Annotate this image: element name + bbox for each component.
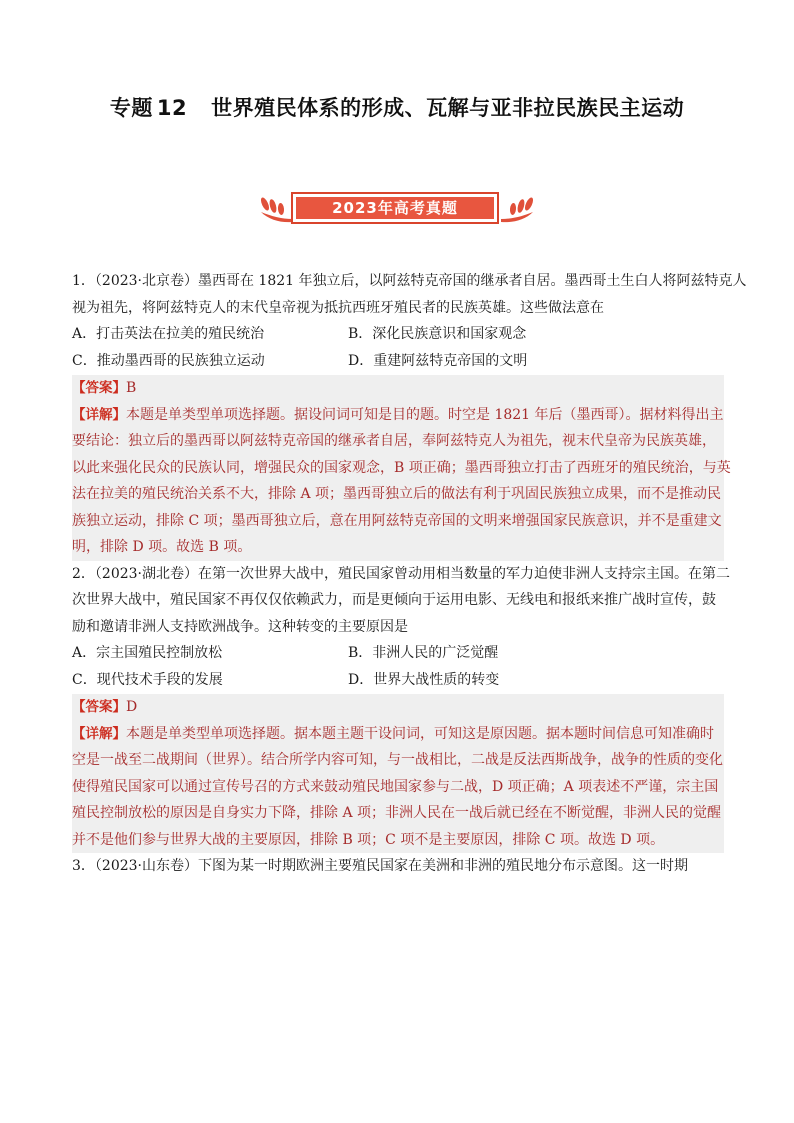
title-prefix: 专题 [109,96,153,120]
question-stem-line: 2．（2023·湖北卷）在第一次世界大战中，殖民国家曾动用相当数量的军力迫使非洲人支持宗主国。在第二 [72,565,730,582]
detail-text: 本题是单类型单项选择题。据本题主题干设问词，可知这是原因题。据本题时间信息可知准确时 [126,725,714,742]
question-stem-line: 励和邀请非洲人支持欧洲战争。这种转变的主要原因是 [72,618,408,635]
detail-line: 并不是他们参与世界大战的主要原因，排除 B 项；C 项不是主要原因，排除 C 项。故选 D 项。 [72,831,665,848]
question-list [72,268,747,880]
question-stem-line: 1．（2023·北京卷）墨西哥在 1821 年独立后，以阿兹特克帝国的继承者自居。墨西哥土生白人将阿兹特克人 [72,273,747,289]
detail-line: 明，排除 D 项。故选 B 项。 [72,539,252,555]
banner-box [291,192,499,224]
section-banner [253,190,541,230]
detail-line [72,721,724,748]
option-b: B．非洲人民的广泛觉醒 [348,645,499,661]
question-stem-line: 视为祖先，将阿兹特克人的末代皇帝视为抵抗西班牙殖民者的民族英雄。这些做法意在 [72,299,604,316]
detail-text: 本题是单类型单项选择题。据设问词可知是目的题。时空是 1821 年后（墨西哥）。据材料得出主 [126,406,724,423]
detail-line: 空是一战至二战期间（世界）。结合所学内容可知，与一战相比，二战是反法西斯战争，战争的性质的变化 [72,752,723,768]
detail-tag: 【详解】 [72,406,126,423]
title-number: 12 [156,96,188,120]
option-a: A．打击英法在拉美的殖民统治 [72,326,265,342]
answer-value: B [126,380,137,396]
option-d: D．重建阿兹特克帝国的文明 [348,353,528,369]
option-a: A．宗主国殖民控制放松 [72,645,223,661]
question-2 [72,561,730,854]
options-row [72,667,724,694]
question-stem-line: 次世界大战中，殖民国家不再仅仅依赖武力，而是更倾向于运用电影、无线电和报纸来推广战时宣传，鼓 [72,592,716,608]
detail-line: 使得殖民国家可以通过宣传号召的方式来鼓动殖民地国家参与二战，D 项正确；A 项表述不严谨，宗主国 [72,778,719,795]
title-text: 世界殖民体系的形成、瓦解与亚非拉民族民主运动 [211,96,685,120]
answer-line [72,375,724,402]
detail-line: 法在拉美的殖民统治关系不大，排除 A 项；墨西哥独立后的做法有利于巩固民族独立成果，而不是推动民 [72,486,722,502]
options-row [72,348,724,375]
question-stem-line: 3．（2023·山东卷）下图为某一时期欧洲主要殖民国家在美洲和非洲的殖民地分布示意图。这一时期 [72,858,688,874]
page-title [0,92,794,122]
option-b: B．深化民族意识和国家观念 [348,326,527,342]
answer-block [72,694,724,853]
answer-tag: 【答案】 [72,699,126,715]
answer-value: D [126,699,138,715]
detail-tag: 【详解】 [72,725,126,742]
detail-line: 殖民控制放松的原因是自身实力下降，排除 A 项；非洲人民在一战后就已经在不断觉醒，非洲人民的觉醒 [72,805,722,821]
banner-label: 2023年高考真题 [296,197,494,219]
detail-line: 要结论：独立后的墨西哥以阿兹特克帝国的继承者自居，奉阿兹特克人为祖先，视末代皇帝为民族英雄， [72,433,716,449]
detail-line: 族独立运动，排除 C 项；墨西哥独立后，意在用阿兹特克帝国的文明来增强国家民族意识，并不是重建文 [72,512,722,529]
option-c: C．现代技术手段的发展 [72,672,223,688]
answer-line [72,694,724,721]
option-d: D．世界大战性质的转变 [348,672,500,688]
detail-line: 以此来强化民众的民族认同，增强民众的国家观念，B 项正确；墨西哥独立打击了西班牙的殖民统治，与英 [72,459,731,476]
answer-tag: 【答案】 [72,380,126,396]
options-row [72,640,724,667]
option-c: C．推动墨西哥的民族独立运动 [72,353,265,369]
question-1 [72,268,747,561]
options-row [72,321,724,348]
answer-block [72,375,731,561]
question-3 [72,853,724,880]
detail-line [72,402,724,429]
